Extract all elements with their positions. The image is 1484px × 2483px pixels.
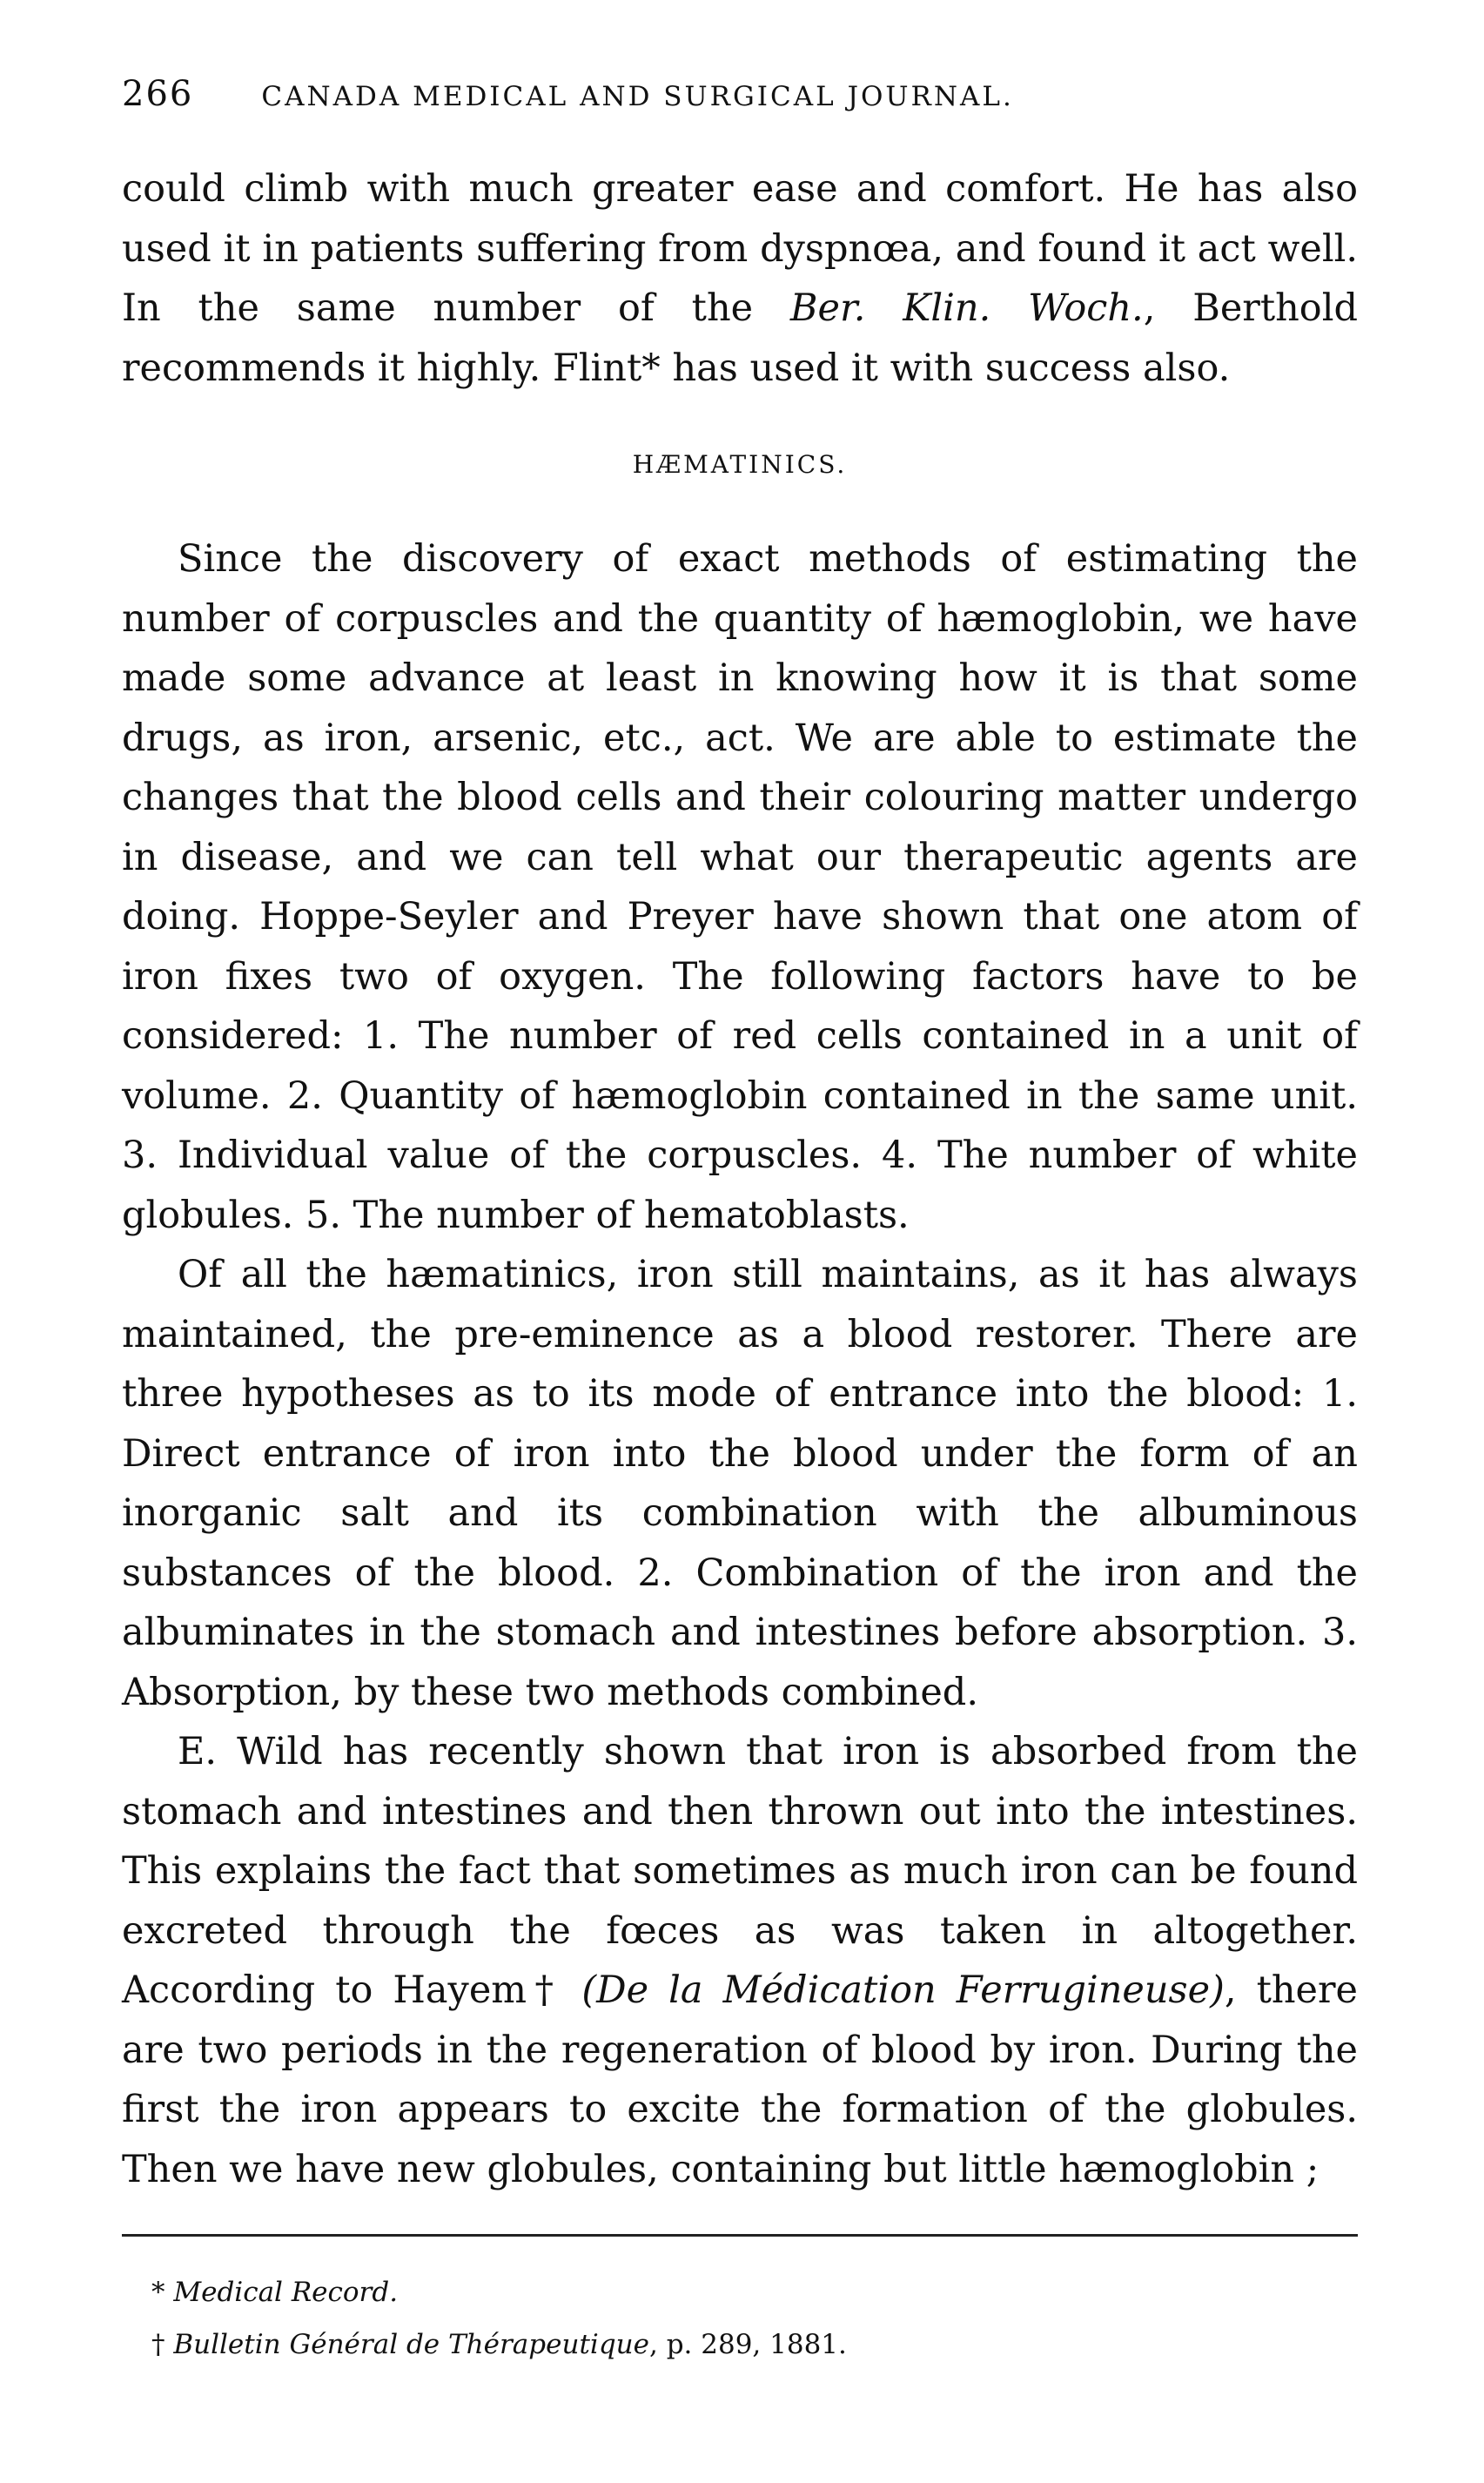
footnote-marker: † — [151, 2329, 174, 2360]
section-heading: HÆMATINICS. — [632, 450, 848, 479]
footnote-divider — [122, 2234, 1358, 2237]
footnote-1 — [151, 2266, 1358, 2318]
footnote-source: Medical Record. — [173, 2277, 399, 2308]
paragraph-continuation — [122, 159, 1358, 398]
paragraph-text: E. Wild has recently shown that iron is absorbed from the stomach and intestines and then thrown out into the intestines. This explains the fact that sometimes as much iron can be found excreted through the fœces as was taken in altogether. According to Hayem† — [122, 1730, 1358, 2012]
footnote-detail: , p. 289, 1881. — [648, 2329, 847, 2360]
footnote-2 — [151, 2318, 1358, 2371]
paragraph-iron-absorption — [122, 1722, 1358, 2199]
paragraph-text: , there are two periods in the regeneration of blood by iron. During the first the iron appears to excite the formation of the globules. Then we have new globules, containing but little hæmoglobin ; — [122, 1968, 1358, 2191]
running-head — [122, 74, 1358, 114]
page-number: 266 — [122, 74, 194, 114]
footnote-marker: * — [151, 2277, 174, 2308]
paragraph-haematinics-intro: Since the discovery of exact methods of estimating the number of corpuscles and the quantity of hæmoglobin, we have made some advance at least in knowing how it is that some drugs, as iron, arsenic, etc., act. We are able to estimate the changes that the blood cells and their colouring matter undergo in disease, and we can tell what our therapeutic agents are doing. Hoppe-Seyler and Preyer have shown that one atom of iron fixes two of oxygen. The following factors have to be considered: 1. The number of red cells contained in a unit of volume. 2. Quantity of hæmoglobin contained in the same unit. 3. Individual value of the corpuscles. 4. The number of white globules. 5. The number of hematoblasts. — [122, 537, 1358, 1237]
footnote-source: Bulletin Général de Thérapeutique — [173, 2329, 649, 2360]
italic-citation: (De la Médication Ferrugineuse) — [581, 1968, 1225, 2012]
journal-page — [122, 74, 1358, 2425]
italic-citation: Ber. Klin. Woch. — [789, 286, 1144, 330]
paragraph-text: could climb with much greater ease and comfort. He has also used it in patients suffering from dyspnœa, and found it act well. In the same number of the — [122, 167, 1358, 330]
paragraph-text: , Berthold recommends it highly. Flint* has used it with success also. — [122, 286, 1358, 390]
paragraph-iron-hypotheses: Of all the hæmatinics, iron still maintains, as it has always maintained, the pre-eminence as a blood restorer. There are three hypotheses as to its mode of entrance into the blood: 1. Direct entrance of iron into the blood under the form of an inorganic salt and its combination with the albuminous substances of the blood. 2. Combination of the iron and the albuminates in the stomach and intestines before absorption. 3. Absorption, by these two methods combined. — [122, 1253, 1358, 1714]
journal-title: CANADA MEDICAL AND SURGICAL JOURNAL. — [261, 81, 1014, 112]
